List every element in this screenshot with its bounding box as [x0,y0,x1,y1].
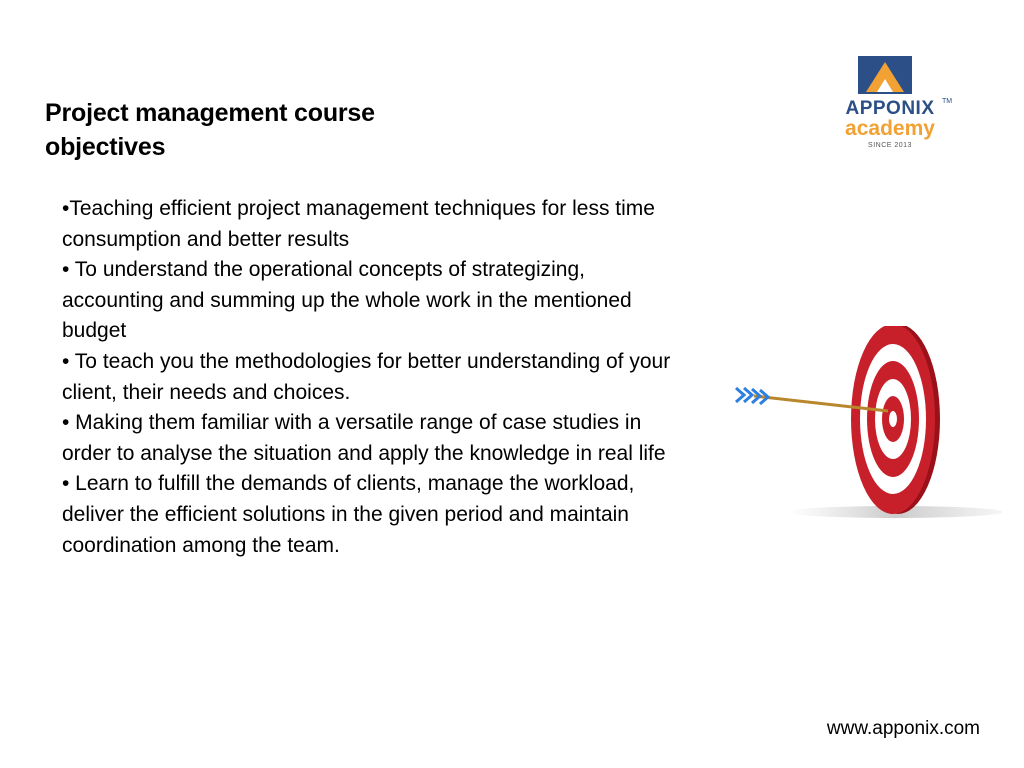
slide-title-line: objectives [45,133,166,161]
logo-subtitle: academy [845,117,935,140]
bullet-line: order to analyse the situation and apply the knowledge in real life [62,441,666,465]
logo-since: SINCE 2013 [868,142,912,149]
footer-url: www.apponix.com [826,718,980,739]
bullet-line: accounting and summing up the whole work in the mentioned [62,288,632,312]
bullet-line: •Teaching efficient project management techniques for less time [62,197,655,220]
logo-mark-icon [820,54,960,100]
bullet-line: • Learn to fulfill the demands of clients, manage the workload, [62,472,635,496]
bullet-line: consumption and better results [62,227,350,251]
bullet-line: • To understand the operational concepts of strategizing, [62,258,585,282]
slide-title-line: Project management course [45,99,375,127]
bullet-line: budget [62,319,127,343]
bullet-line: coordination among the team. [62,533,340,557]
bullet-line: • To teach you the methodologies for better understanding of your [62,349,671,373]
apponix-academy-logo [820,54,960,154]
slide-title [45,96,465,164]
logo-name: APPONIX [845,98,935,119]
bullet-line: deliver the efficient solutions in the given period and maintain [62,502,629,526]
dartboard-arrow-icon [730,326,1002,522]
logo-trademark: TM [942,98,953,105]
objectives-list [62,194,730,574]
bullet-line: client, their needs and choices. [62,380,351,404]
bullet-line: • Making them familiar with a versatile range of case studies in [62,411,642,435]
